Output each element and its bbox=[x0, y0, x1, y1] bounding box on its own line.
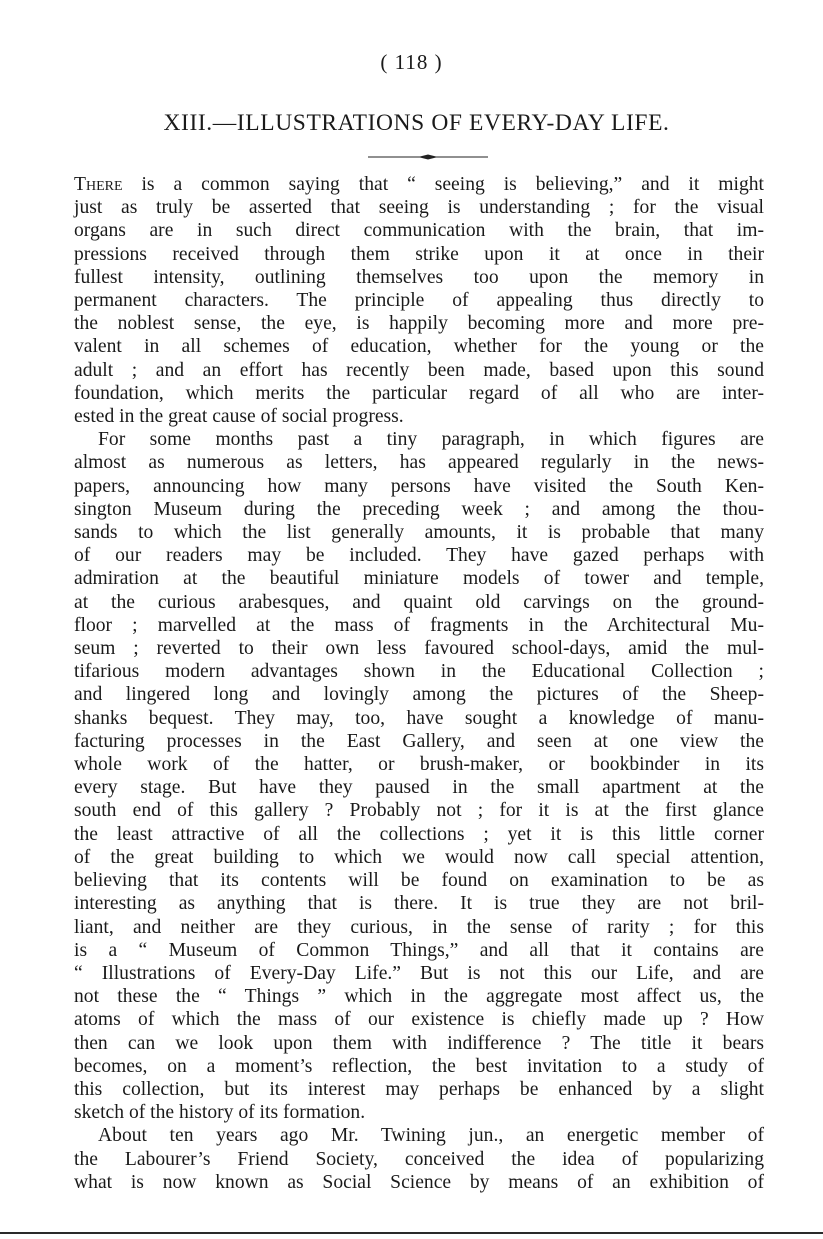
paragraph-1 bbox=[74, 173, 764, 428]
text-line: tifarious modern advantages shown in the Educational Collection ; bbox=[74, 661, 764, 683]
text-line: the Labourer’s Friend Society, conceived the idea of popularizing bbox=[74, 1148, 764, 1170]
text-line: at the curious arabesques, and quaint old carvings on the ground- bbox=[74, 591, 764, 613]
drop-lead-word: There bbox=[74, 174, 123, 195]
text-line: south end of this gallery ? Probably not ; for it is at the first glance bbox=[74, 800, 764, 822]
text-line: ested in the great cause of social progress. bbox=[74, 406, 404, 428]
text-line: pressions received through them strike upon it at once in their bbox=[74, 243, 764, 265]
text-line: this collection, but its interest may perhaps be enhanced by a slight bbox=[74, 1078, 764, 1100]
text-line: shanks bequest. They may, too, have sought a knowledge of manu- bbox=[74, 707, 764, 729]
paragraph-3 bbox=[74, 1124, 764, 1194]
text-line: adult ; and an effort has recently been made, based upon this sound bbox=[74, 359, 764, 381]
text-line: valent in all schemes of education, whether for the young or the bbox=[74, 336, 764, 358]
text-line: the noblest sense, the eye, is happily becoming more and more pre- bbox=[74, 313, 764, 335]
text-line: sington Museum during the preceding week ; and among the thou- bbox=[74, 498, 764, 520]
text-line: foundation, which merits the particular regard of all who are inter- bbox=[74, 382, 764, 404]
text-line: organs are in such direct communication with the brain, that im- bbox=[74, 220, 764, 242]
text-line: almost as numerous as letters, has appeared regularly in the news- bbox=[74, 452, 764, 474]
text-line: the least attractive of all the collections ; yet it is this little corner bbox=[74, 823, 764, 845]
text-line: and lingered long and lovingly among the pictures of the Sheep- bbox=[74, 684, 764, 706]
text-line: fullest intensity, outlining themselves too upon the memory in bbox=[74, 266, 764, 288]
body-text bbox=[74, 173, 764, 1194]
page-number: ( 118 ) bbox=[380, 50, 443, 74]
text-line: floor ; marvelled at the mass of fragments in the Architectural Mu- bbox=[74, 614, 764, 636]
text-line: then can we look upon them with indifference ? The title it bears bbox=[74, 1032, 764, 1054]
text-line: whole work of the hatter, or brush-maker, or bookbinder in its bbox=[74, 754, 764, 776]
ornament-rule-icon bbox=[368, 154, 488, 160]
text-line: “ Illustrations of Every-Day Life.” But is not this our Life, and are bbox=[74, 962, 764, 984]
text-line: what is now known as Social Science by means of an exhibition of bbox=[74, 1171, 764, 1193]
text-line: There is a common saying that “ seeing is believing,” and it might bbox=[74, 174, 764, 195]
text-line: atoms of which the mass of our existence is chiefly made up ? How bbox=[74, 1009, 764, 1031]
text-line: of our readers may be included. They have gazed perhaps with bbox=[74, 545, 764, 567]
text-line: every stage. But have they paused in the small apartment at the bbox=[74, 777, 764, 799]
text-line: is a “ Museum of Common Things,” and all that it contains are bbox=[74, 939, 764, 961]
text-line: becomes, on a moment’s reflection, the best invitation to a study of bbox=[74, 1055, 764, 1077]
text-line: not these the “ Things ” which in the aggregate most affect us, the bbox=[74, 986, 764, 1008]
text-line: admiration at the beautiful miniature models of tower and temple, bbox=[74, 568, 764, 590]
text-line: sands to which the list generally amounts, it is probable that many bbox=[74, 522, 764, 544]
text-line: just as truly be asserted that seeing is understanding ; for the visual bbox=[74, 197, 764, 219]
text-line: seum ; reverted to their own less favoured school-days, amid the mul- bbox=[74, 638, 764, 660]
text-line: liant, and neither are they curious, in the sense of rarity ; for this bbox=[74, 916, 764, 938]
paragraph-2 bbox=[74, 428, 764, 1124]
text-line: About ten years ago Mr. Twining jun., an energetic member of bbox=[98, 1125, 764, 1147]
chapter-title: XIII.—ILLUSTRATIONS OF EVERY-DAY LIFE. bbox=[163, 110, 670, 136]
text-line: papers, announcing how many persons have visited the South Ken- bbox=[74, 475, 764, 497]
text-line: interesting as anything that is there. It is true they are not bril- bbox=[74, 893, 764, 915]
text-line: of the great building to which we would now call special attention, bbox=[74, 846, 764, 868]
text-line: believing that its contents will be found on examination to be as bbox=[74, 870, 764, 892]
text-line: For some months past a tiny paragraph, in which figures are bbox=[98, 429, 764, 451]
text-line: permanent characters. The principle of appealing thus directly to bbox=[74, 290, 764, 312]
text-line: sketch of the history of its formation. bbox=[74, 1102, 366, 1124]
text-line: facturing processes in the East Gallery, and seen at one view the bbox=[74, 730, 764, 752]
page-bottom-rule bbox=[0, 1232, 823, 1234]
